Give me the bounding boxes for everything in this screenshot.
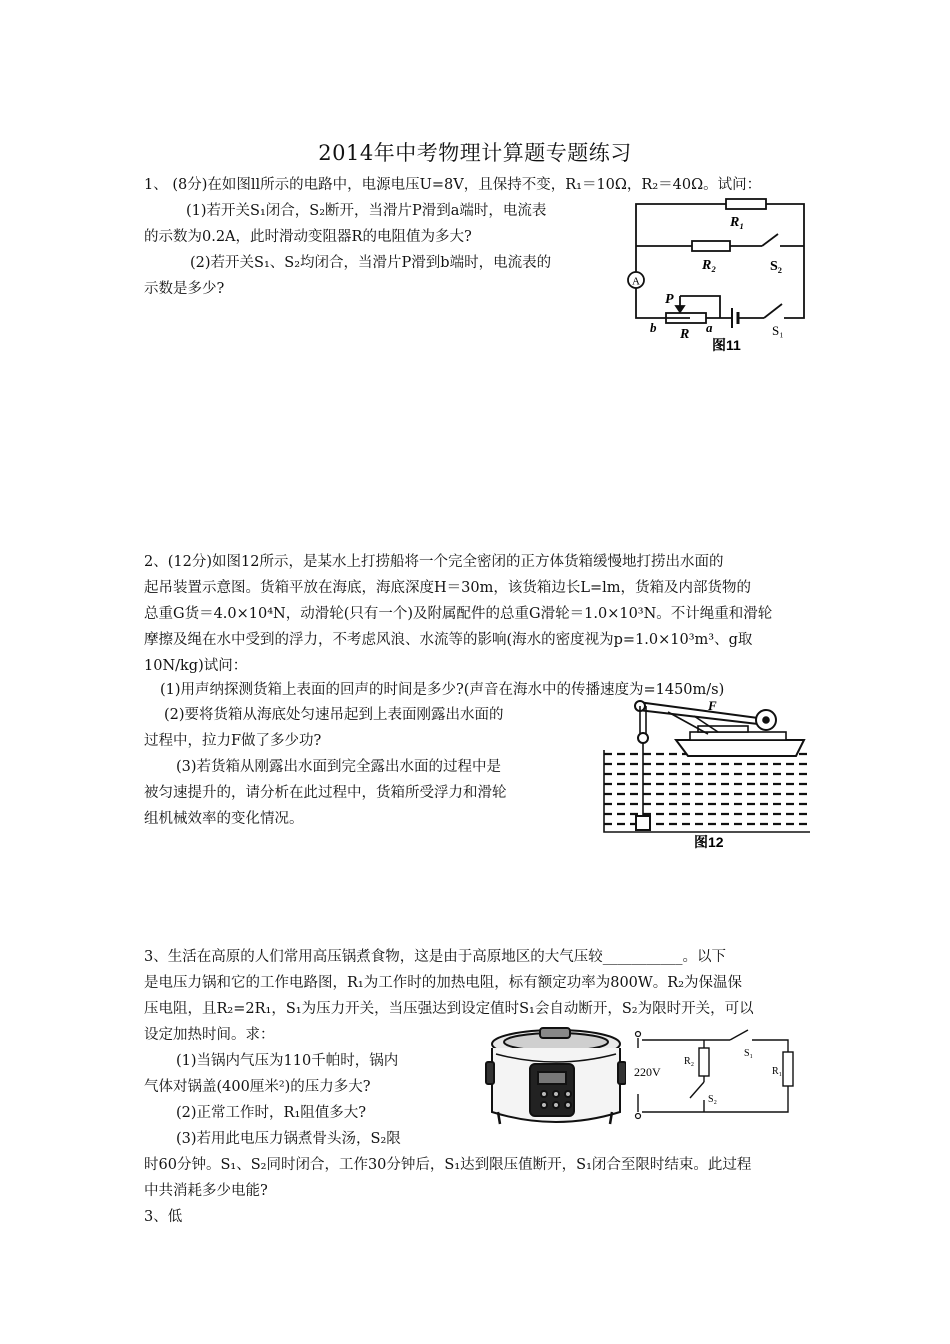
svg-text:F: F — [708, 698, 717, 713]
resistor-r1 — [726, 199, 766, 209]
q3-line2: 是电压力锅和它的工作电路图，R₁为工作时的加热电阻，标有额定功率为800W。R₂为保温保 — [144, 975, 743, 991]
answer-line: 3、低 — [144, 1209, 183, 1225]
q2-sub3-line1: (3)若货箱从刚露出水面到完全露出水面的过程中是 — [176, 759, 502, 775]
q2-line2: 起吊装置示意图。货箱平放在海底，海底深度H＝30m，该货箱边长L=lm，货箱及内部货物的 — [144, 580, 752, 596]
q2-sub2-line2: 过程中，拉力F做了多少功? — [144, 733, 322, 749]
svg-text:b: b — [650, 320, 657, 335]
q2-line5: 10N/kg)试问： — [144, 658, 248, 674]
svg-text:R₁: R₁ — [772, 1066, 783, 1077]
svg-text:R₂: R₂ — [702, 258, 717, 273]
figure-11-circuit — [620, 190, 820, 360]
switch-s1 — [730, 1030, 748, 1040]
q3-sub2: (2)正常工作时，R₁阻值多大? — [176, 1105, 367, 1121]
q3-sub3-line3: 中共消耗多少电能? — [144, 1183, 268, 1199]
svg-text:S₁: S₁ — [744, 1048, 754, 1059]
svg-text:图12: 图12 — [694, 834, 724, 850]
q3-line1: 3、生活在高原的人们常用高压锅煮食物，这是由于高原地区的大气压较___________。以下 — [144, 949, 726, 965]
switch-s1 — [764, 304, 782, 318]
q3-sub1-line2: 气体对锅盖(400厘米²)的压力多大? — [144, 1079, 371, 1095]
q1-intro: 1、 (8分)在如图ll所示的电路中，电源电压U=8V，且保持不变，R₁＝10Ω，R₂＝40Ω。试问： — [144, 177, 762, 193]
figure-12-salvage-ship — [598, 690, 818, 855]
svg-text:S₁: S₁ — [772, 323, 784, 338]
switch-s2 — [690, 1082, 704, 1098]
q1-sub2-line1: (2)若开关S₁、S₂均闭合，当滑片P滑到b端时，电流表的 — [190, 255, 552, 271]
svg-text:S₂: S₂ — [770, 259, 782, 274]
q2-line4: 摩擦及绳在水中受到的浮力，不考虑风浪、水流等的影响(海水的密度视为p=1.0×10³m³、g取 — [144, 632, 753, 648]
svg-text:S₂: S₂ — [708, 1094, 718, 1105]
q1-sub2-line2: 示数是多少? — [144, 281, 225, 297]
water-lines — [604, 754, 810, 824]
q2-line3: 总重G货＝4.0×10⁴N，动滑轮(只有一个)及附属配件的总重G滑轮＝1.0×10³N。不计绳重和滑轮 — [144, 606, 773, 622]
svg-text:P: P — [665, 292, 674, 307]
cargo-box — [636, 816, 650, 830]
q1-sub1-line2: 的示数为0.2A，此时滑动变阻器R的电阻值为多大? — [144, 229, 472, 245]
crane-boom — [638, 702, 758, 724]
switch-s2 — [762, 234, 778, 246]
q3-line4: 设定加热时间。求： — [144, 1027, 275, 1043]
resistor-r1 — [783, 1052, 793, 1086]
svg-text:R₂: R₂ — [684, 1056, 695, 1067]
svg-text:R₁: R₁ — [730, 215, 745, 230]
svg-text:A: A — [632, 275, 640, 288]
q3-sub3-line1: (3)若用此电压力锅煮骨头汤，S₂限 — [176, 1131, 401, 1147]
svg-text:220V: 220V — [634, 1065, 661, 1079]
ship-hull — [676, 740, 804, 756]
q3-sub1-line1: (1)当锅内气压为110千帕时，锅内 — [176, 1053, 399, 1069]
page-title: 2014年中考物理计算题专题练习 — [318, 141, 632, 165]
svg-text:R: R — [680, 327, 690, 342]
q1-sub1-line1: (1)若开关S₁闭合，S₂断开，当滑片P滑到a端时，电流表 — [186, 203, 547, 219]
q2-sub2-line1: (2)要将货箱从海底处匀速吊起到上表面刚露出水面的 — [164, 707, 504, 723]
q2-sub1: (1)用声纳探测货箱上表面的回声的时间是多少?(声音在海水中的传播速度为=1450m/s) — [160, 682, 725, 698]
q2-sub3-line3: 组机械效率的变化情况。 — [144, 811, 304, 827]
q2-sub3-line2: 被匀速提升的，请分析在此过程中，货箱所受浮力和滑轮 — [144, 785, 507, 801]
q3-sub3-line2: 时60分钟。S₁、S₂同时闭合，工作30分钟后，S₁达到限压值断开，S₁闭合至限时结束。此过程 — [144, 1157, 752, 1173]
resistor-r2 — [699, 1048, 709, 1076]
q3-line3: 压电阻，且R₂=2R₁，S₁为压力开关，当压强达到设定值时S₁会自动断开，S₂为限时开关，可以 — [144, 1001, 754, 1017]
pressure-cooker-picture — [484, 1024, 626, 1130]
q2-line1: 2、(12分)如图12所示，是某水上打捞船将一个完全密闭的正方体货箱缓慢地打捞出水面的 — [144, 554, 724, 570]
svg-text:图11: 图11 — [712, 337, 741, 353]
resistor-r2 — [692, 241, 730, 251]
cooker-circuit — [630, 1026, 810, 1122]
svg-text:a: a — [706, 320, 713, 335]
